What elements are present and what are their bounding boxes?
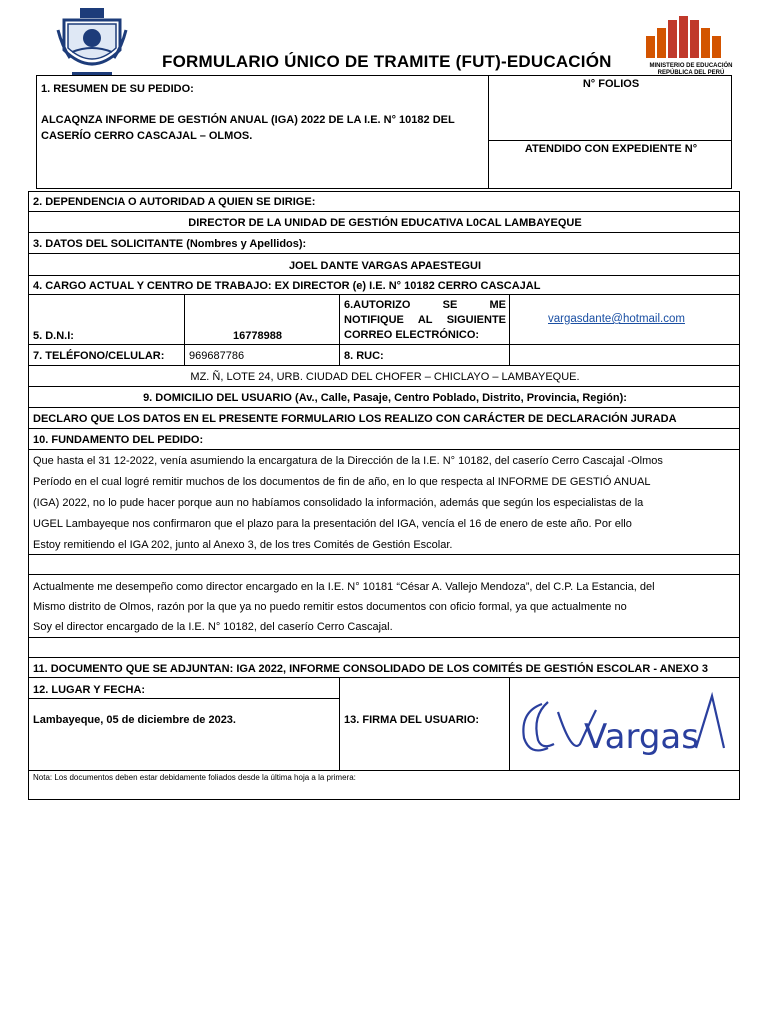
form-title: FORMULARIO ÚNICO DE TRAMITE (FUT)-EDUCACIÓN xyxy=(162,52,612,71)
note-text: Nota: Los documentos deben estar debidamente foliados desde la última hoja a la primera: xyxy=(33,773,356,782)
basis-line: Que hasta el 31 12-2022, venía asumiendo la encargatura de la Dirección de la I.E. N° 10182, del caserío Cerro Cascajal -Olmos xyxy=(33,455,663,467)
declaration-row xyxy=(28,407,740,429)
expediente-box xyxy=(488,140,732,189)
position-label: 4. CARGO ACTUAL Y CENTRO DE TRABAJO: EX DIRECTOR (e) I.E. N° 10182 CERRO CASCAJAL xyxy=(33,280,541,292)
applicant-name: JOEL DANTE VARGAS APAESTEGUI xyxy=(288,260,482,272)
basis-line: UGEL Lambayeque nos confirmaron que el plazo para la presentación del IGA, vencía el 16 de enero de este año. Por ello xyxy=(33,518,632,530)
basis-paragraph-2 xyxy=(28,574,740,638)
basis-label-row xyxy=(28,428,740,450)
basis-line: Período en el cual logré remitir muchos de los documentos de fin de año, en lo que respecta al INFORME DE GESTIÓ ANUAL xyxy=(33,476,651,488)
position-row xyxy=(28,275,740,295)
place-date-value-cell xyxy=(28,698,340,771)
signature-label: 13. FIRMA DEL USUARIO: xyxy=(344,714,480,726)
authority-value: DIRECTOR DE LA UNIDAD DE GESTIÓN EDUCATIVA L0CAL LAMBAYEQUE xyxy=(188,217,582,229)
dni-value: 16778988 xyxy=(233,330,282,342)
phone-label-cell xyxy=(28,344,185,366)
ministry-logo-text-2: REPÚBLICA DEL PERÚ xyxy=(657,70,725,76)
authority-label-row xyxy=(28,191,740,212)
signature-cell xyxy=(509,677,740,771)
address-value-row xyxy=(28,365,740,387)
phone-value-cell xyxy=(184,344,340,366)
email-auth-line3: CORREO ELECTRÓNICO: xyxy=(344,329,480,341)
basis-blank-row xyxy=(28,554,740,575)
signature-image xyxy=(514,682,736,766)
basis-line: Mismo distrito de Olmos, razón por la que ya no puedo remitir estos documentos con oficio formal, ya que actualmente no xyxy=(33,601,627,613)
applicant-label: 3. DATOS DEL SOLICITANTE (Nombres y Apellidos): xyxy=(33,238,307,250)
folios-label: N° FOLIOS xyxy=(582,78,640,90)
applicant-value-row xyxy=(28,253,740,276)
address-label-row xyxy=(28,386,740,408)
ministry-logo-text-1: MINISTERIO DE EDUCACIÓN xyxy=(649,63,733,69)
declaration-text: DECLARO QUE LOS DATOS EN EL PRESENTE FORMULARIO LOS REALIZO CON CARÁCTER DE DECLARACIÓN JURADA xyxy=(33,413,677,425)
emblem-logo xyxy=(56,6,128,78)
applicant-label-row xyxy=(28,232,740,254)
attachments-row xyxy=(28,657,740,678)
dni-label: 5. D.N.I: xyxy=(33,330,74,342)
note-row xyxy=(28,770,740,800)
expediente-label: ATENDIDO CON EXPEDIENTE N° xyxy=(524,143,698,155)
basis-label: 10. FUNDAMENTO DEL PEDIDO: xyxy=(33,434,204,446)
authority-value-row xyxy=(28,211,740,233)
email-auth-label-cell xyxy=(339,294,510,345)
basis-line: (IGA) 2022, no lo pude hacer porque aun no habíamos consolidado la información, además que según los especialistas de la xyxy=(33,497,644,509)
basis-paragraph-1 xyxy=(28,449,740,555)
basis-line: Estoy remitiendo el IGA 202, junto al Anexo 3, de los tres Comités de Gestión Escolar. xyxy=(33,539,453,551)
basis-blank-row xyxy=(28,637,740,658)
basis-line: Soy el director encargado de la I.E. N° 10182, del caserío Cerro Cascajal. xyxy=(33,621,393,633)
request-summary-text: ALCAQNZA INFORME DE GESTIÓN ANUAL (IGA) 2022 DE LA I.E. N° 10182 DEL CASERÍO CERRO CASCAJAL – OLMOS. xyxy=(41,114,455,142)
dni-label-cell xyxy=(28,294,185,345)
request-summary-box xyxy=(36,75,489,189)
dni-value-cell xyxy=(184,294,340,345)
ruc-value-cell xyxy=(509,344,740,366)
email-value-cell xyxy=(509,294,740,345)
email-auth-line2: NOTIFIQUE AL SIGUIENTE xyxy=(344,314,506,326)
address-value: MZ. Ñ, LOTE 24, URB. CIUDAD DEL CHOFER – CHICLAYO – LAMBAYEQUE. xyxy=(190,371,580,383)
place-date-label-cell xyxy=(28,677,340,699)
folios-box xyxy=(488,75,732,141)
address-label: 9. DOMICILIO DEL USUARIO (Av., Calle, Pasaje, Centro Poblado, Distrito, Provincia, Región): xyxy=(143,392,627,404)
signature-label-cell xyxy=(339,677,510,771)
ruc-label-cell xyxy=(339,344,510,366)
signature-text: Vargas xyxy=(584,717,699,757)
ministry-logo xyxy=(644,14,738,76)
request-summary-label: 1. RESUMEN DE SU PEDIDO: xyxy=(41,83,194,95)
attachments-label: 11. DOCUMENTO QUE SE ADJUNTAN: IGA 2022, INFORME CONSOLIDADO DE LOS COMITÉS DE GESTIÓN ESCOLAR - ANEXO 3 xyxy=(33,663,708,675)
place-date-value: Lambayeque, 05 de diciembre de 2023. xyxy=(33,714,236,726)
phone-value: 969687786 xyxy=(189,350,245,362)
phone-label: 7. TELÉFONO/CELULAR: xyxy=(33,350,165,362)
ruc-label: 8. RUC: xyxy=(344,350,384,362)
basis-line: Actualmente me desempeño como director encargado en la I.E. N° 10181 “César A. Vallejo Mendoza”, del C.P. La Estancia, del xyxy=(33,581,655,593)
place-date-label: 12. LUGAR Y FECHA: xyxy=(33,684,146,696)
email-auth-line1: 6.AUTORIZO SE ME xyxy=(344,299,506,311)
authority-label: 2. DEPENDENCIA O AUTORIDAD A QUIEN SE DIRIGE: xyxy=(33,196,316,208)
email-link[interactable]: vargasdante@hotmail.com xyxy=(548,313,685,325)
